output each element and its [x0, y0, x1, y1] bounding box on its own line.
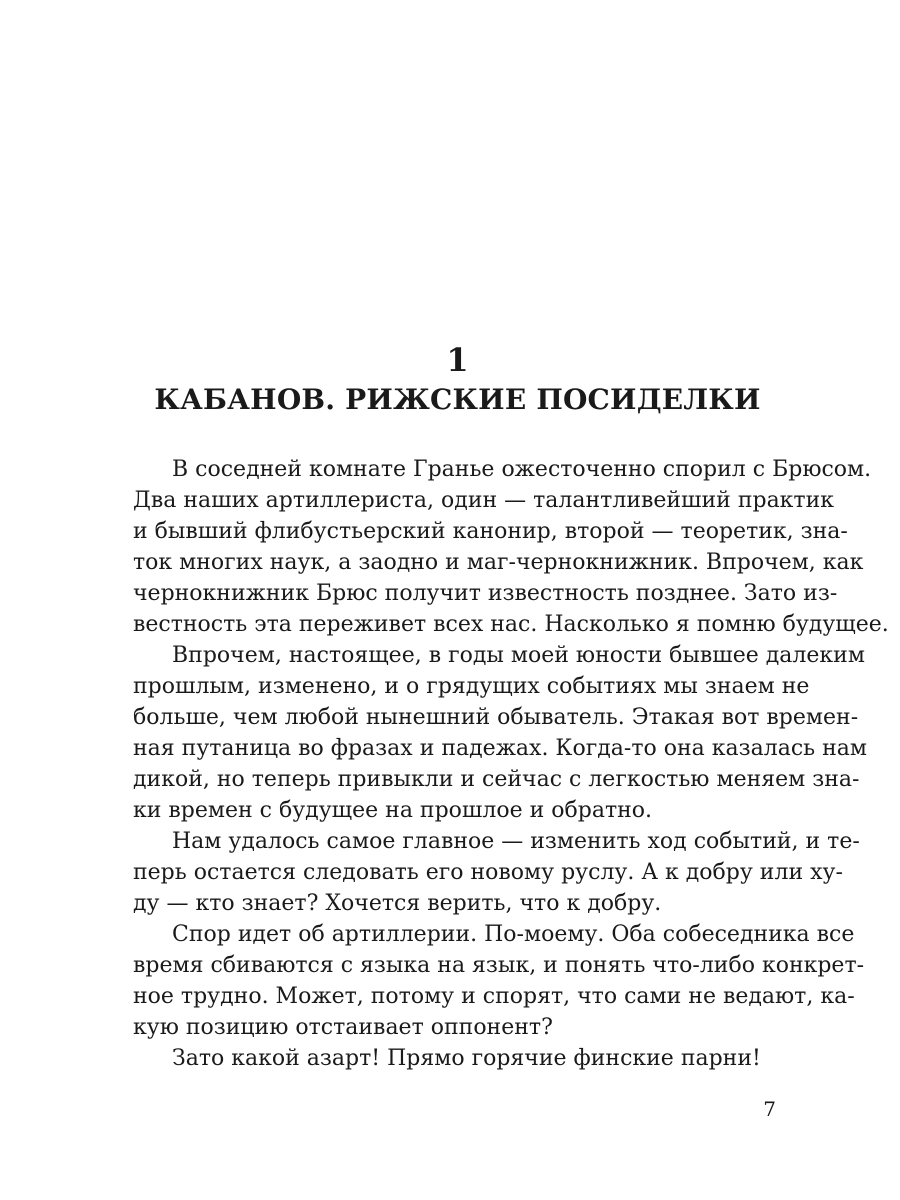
text-line: ду — кто знает? Хочется верить, что к добру.: [133, 891, 662, 916]
text-line: ток многих наук, а заодно и маг-чернокнижник. Впрочем, как: [133, 550, 864, 575]
page-number: 7: [763, 1097, 776, 1121]
text-line: дикой, но теперь привыкли и сейчас с легкостью меняем зна-: [133, 767, 860, 792]
chapter-title: КАБАНОВ. РИЖСКИЕ ПОСИДЕЛКИ: [154, 383, 761, 416]
text-line: прошлым, изменено, и о грядущих событиях мы знаем не: [133, 674, 810, 699]
text-line: ное трудно. Может, потому и спорят, что сами не ведают, ка-: [133, 984, 855, 1009]
chapter-number: 1: [446, 341, 469, 379]
text-line: Зато какой азарт! Прямо горячие финские парни!: [172, 1046, 761, 1071]
text-line: Нам удалось самое главное — изменить ход событий, и те-: [172, 829, 860, 854]
text-line: время сбиваются с языка на язык, и понять что-либо конкрет-: [133, 953, 865, 978]
text-line: В соседней комнате Гранье ожесточенно спорил с Брюсом.: [172, 457, 872, 482]
text-line: больше, чем любой нынешний обыватель. Этакая вот времен-: [133, 705, 859, 730]
text-line: ная путаница во фразах и падежах. Когда-то она казалась нам: [133, 736, 868, 761]
text-line: Впрочем, настоящее, в годы моей юности бывшее далеким: [172, 643, 865, 668]
text-line: перь остается следовать его новому руслу. А к добру или ху-: [133, 860, 843, 885]
text-line: Два наших артиллериста, один — талантливейший практик: [133, 488, 835, 513]
text-line: Спор идет об артиллерии. По-моему. Оба собеседника все: [172, 922, 855, 947]
text-line: чернокнижник Брюс получит известность позднее. Зато из-: [133, 581, 838, 606]
text-line: кую позицию отстаивает оппонент?: [133, 1015, 553, 1040]
text-line: вестность эта переживет всех нас. Насколько я помню будущее.: [133, 612, 889, 637]
text-line: и бывший флибустьерский канонир, второй — теоретик, зна-: [133, 519, 848, 544]
text-line: ки времен с будущее на прошлое и обратно.: [133, 798, 653, 823]
